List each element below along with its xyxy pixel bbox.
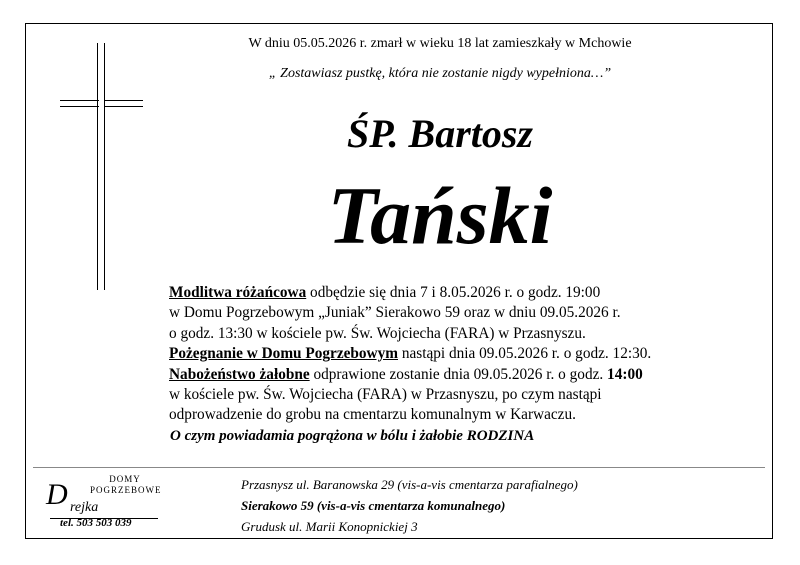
details-line-5: Nabożeństwo żałobne odprawione zostanie dnia 09.05.2026 r. o godz. 14:00 bbox=[169, 365, 643, 383]
deceased-last-name: Tański bbox=[327, 170, 553, 261]
mass-time: 14:00 bbox=[607, 365, 643, 383]
details-line-7: odprowadzenie do grobu na cmentarzu komunalnym w Karwaczu. bbox=[169, 406, 576, 424]
address-sierakowo: Sierakowo 59 (vis-a-vis cmentarza komunalnego) bbox=[241, 498, 506, 513]
memorial-quote: „ Zostawiasz pustkę, która nie zostanie nigdy wypełniona…” bbox=[268, 66, 612, 81]
family-closing: O czym powiadamia pogrążona w bólu i żałobie RODZINA bbox=[170, 428, 535, 444]
death-notice-header: W dniu 05.05.2026 r. zmarł w wieku 18 lat zamieszkały w Mchowie bbox=[248, 36, 632, 51]
details-line-1: Modlitwa różańcowa odbędzie się dnia 7 i 8.05.2026 r. o godz. 19:00 bbox=[169, 284, 601, 301]
mass-heading: Nabożeństwo żałobne bbox=[169, 365, 310, 383]
address-grudusk: Grudusk ul. Marii Konopnickiej 3 bbox=[241, 519, 418, 534]
details-line-6: w kościele pw. Św. Wojciecha (FARA) w Przasnyszu, po czym nastąpi bbox=[169, 386, 602, 404]
address-przasnysz: Przasnysz ul. Baranowska 29 (vis-a-vis cmentarza parafialnego) bbox=[241, 477, 578, 492]
footer-divider bbox=[33, 467, 765, 468]
funeral-home-logo: DOMY POGRZEBOWE D rejka bbox=[40, 474, 160, 524]
details-line-3: o godz. 13:30 w kościele pw. Św. Wojciecha (FARA) w Przasnyszu. bbox=[169, 324, 586, 342]
deceased-first-name: ŚP. Bartosz bbox=[346, 111, 533, 156]
funeral-home-phone: tel. 503 503 039 bbox=[60, 517, 132, 529]
details-line-4: Pożegnanie w Domu Pogrzebowym nastąpi dnia 09.05.2026 r. o godz. 12:30. bbox=[169, 345, 652, 363]
details-line-2: w Domu Pogrzebowym „Juniak” Sierakowo 59 oraz w dniu 09.05.2026 r. bbox=[169, 304, 621, 322]
rosary-heading: Modlitwa różańcowa bbox=[169, 284, 307, 301]
farewell-heading: Pożegnanie w Domu Pogrzebowym bbox=[169, 345, 398, 363]
cross-vertical bbox=[97, 43, 105, 290]
ceremony-details bbox=[169, 283, 749, 426]
